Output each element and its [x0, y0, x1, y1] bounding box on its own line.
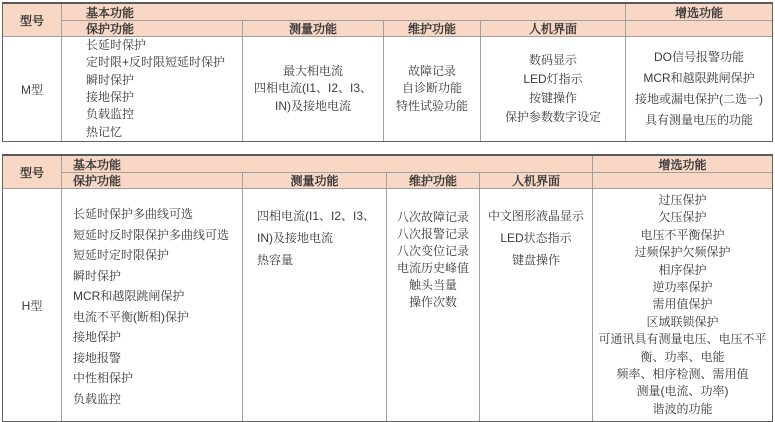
feature-line: 接地保护 [73, 330, 122, 344]
feature-line: 定时限+反时限短延时保护 [86, 55, 226, 70]
m-model-spec-table [2, 2, 773, 142]
protection-functions-header: 保护功能 [62, 21, 242, 36]
feature-line: 区域联锁保护 [646, 314, 719, 329]
basic-functions-header: 基本功能 [62, 156, 592, 172]
model-cell: H型 [3, 189, 61, 421]
feature-line: 过压保护 [658, 193, 707, 207]
optional-functions-cell [593, 189, 772, 421]
feature-line: 八次故障记录 [396, 210, 469, 224]
model-column-header: 型号 [3, 156, 61, 188]
optional-functions-header: 增选功能 [593, 156, 772, 172]
optional-functions-header: 增选功能 [626, 4, 772, 20]
feature-line: 自诊断功能 [401, 81, 462, 96]
feature-line: 衡、功率、电能 [640, 349, 725, 364]
hmi-cell [480, 189, 592, 421]
feature-line: 长延时保护 [86, 38, 147, 53]
feature-line: 频率、相序检测、需用值 [616, 367, 749, 382]
h-model-spec-table [2, 154, 773, 422]
protection-functions-header: 保护功能 [62, 173, 242, 188]
feature-line: 可通讯具有测量电压、电压不平 [598, 332, 767, 347]
feature-line: 瞬时保护 [86, 72, 135, 87]
feature-line: LED状态指示 [500, 231, 572, 245]
table-separator [2, 142, 773, 154]
feature-line: 相序保护 [658, 262, 707, 277]
feature-line: 中文图形液晶显示 [487, 209, 584, 223]
feature-line: 保护参数数字设定 [504, 110, 601, 124]
feature-line: 故障记录 [407, 63, 456, 78]
feature-line: 热记忆 [86, 124, 123, 139]
feature-line: 最大相电流 [282, 63, 343, 78]
feature-line: 负载监控 [86, 107, 135, 122]
basic-functions-header: 基本功能 [62, 4, 625, 20]
feature-line: 触头当量 [408, 278, 457, 292]
feature-line: MCR和越限跳闸保护 [643, 71, 755, 85]
feature-line: 需用值保护 [652, 297, 713, 312]
feature-line: 瞬时保护 [73, 268, 122, 283]
feature-line: 接地或漏电保护(二选一) [635, 92, 763, 106]
maintenance-functions-cell [387, 189, 479, 421]
feature-line: 具有测量电压的功能 [644, 113, 753, 127]
feature-line: IN)及接地电流 [257, 231, 333, 245]
feature-line: 特性试验功能 [395, 98, 468, 113]
feature-line: 接地保护 [86, 90, 135, 104]
feature-line: 数码显示 [528, 53, 577, 67]
feature-line: MCR和越限跳闸保护 [73, 289, 185, 303]
feature-line: 短延时反时限保护多曲线可选 [73, 227, 230, 242]
optional-functions-subheader-empty [626, 21, 772, 36]
feature-line: 热容量 [257, 253, 294, 267]
feature-line: 负载监控 [73, 391, 122, 406]
feature-line: 逆功率保护 [652, 280, 713, 295]
feature-line: DO信号报警功能 [653, 50, 744, 64]
feature-line: 八次报警记录 [396, 227, 469, 241]
maintenance-functions-cell [384, 37, 480, 141]
feature-line: 过频保护欠频保护 [634, 245, 731, 260]
maintenance-functions-header: 维护功能 [384, 21, 480, 36]
hmi-header: 人机界面 [481, 21, 625, 36]
measurement-functions-header: 测量功能 [243, 21, 383, 36]
hmi-header: 人机界面 [480, 173, 592, 188]
measurement-functions-cell [243, 37, 383, 141]
measurement-functions-cell [243, 189, 386, 421]
feature-line: 长延时保护多曲线可选 [73, 207, 194, 221]
feature-line: 八次变位记录 [396, 244, 469, 258]
feature-line: 键盘操作 [511, 253, 560, 267]
feature-line: 四相电流(I1、I2、I3、 [253, 81, 373, 96]
feature-line: 接地报警 [73, 350, 122, 365]
feature-line: IN)及接地电流 [275, 98, 351, 113]
feature-line: 欠压保护 [658, 210, 707, 225]
feature-line: 测量(电流、功率) [636, 384, 729, 399]
feature-line: 谐波的功能 [652, 401, 713, 416]
feature-line: LED灯指示 [523, 72, 583, 86]
feature-line: 短延时定时限保护 [73, 248, 170, 262]
measurement-functions-header: 测量功能 [243, 173, 386, 188]
hmi-cell [481, 37, 625, 141]
model-column-header: 型号 [3, 4, 61, 36]
feature-line: 四相电流(I1、I2、I3、 [257, 209, 376, 223]
optional-functions-subheader-empty [593, 173, 772, 188]
feature-line: 操作次数 [408, 295, 457, 309]
feature-line: 中性相保护 [73, 371, 134, 385]
optional-functions-cell [626, 37, 772, 141]
feature-line: 电流不平衡(断相)保护 [73, 309, 189, 324]
model-cell: M型 [3, 37, 61, 141]
feature-line: 电流历史峰值 [396, 261, 469, 275]
protection-functions-cell [62, 189, 242, 421]
feature-line: 电压不平衡保护 [640, 227, 725, 242]
protection-functions-cell [62, 37, 242, 141]
feature-line: 按键操作 [528, 91, 577, 105]
maintenance-functions-header: 维护功能 [387, 173, 479, 188]
